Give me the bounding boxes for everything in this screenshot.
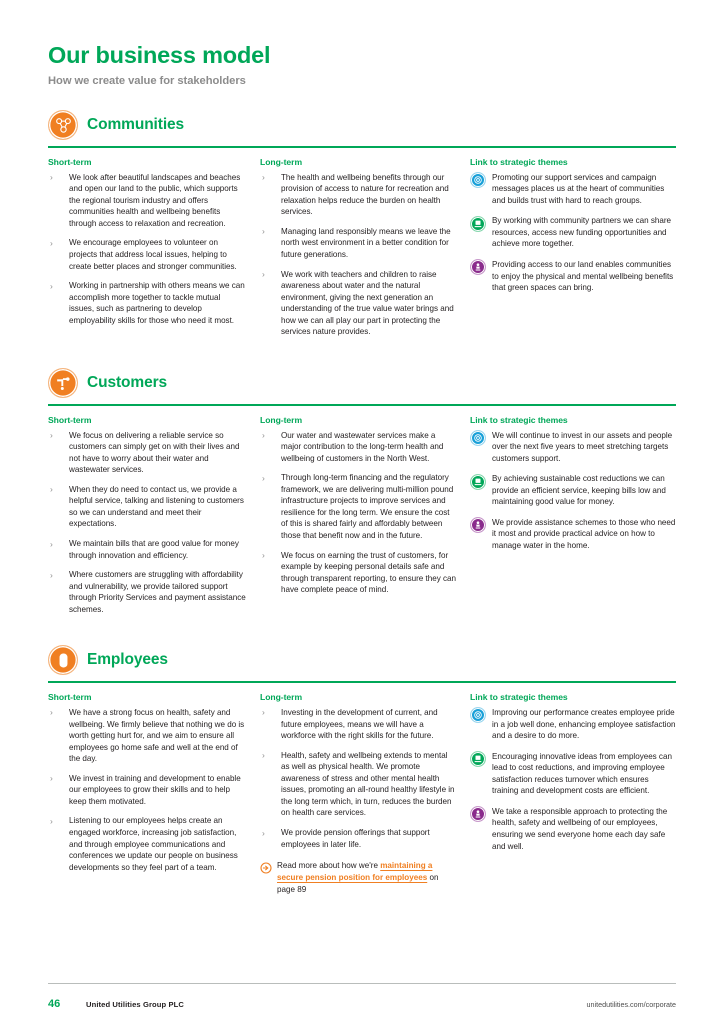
list-item: › Managing land responsibly means we leave the north west environment in a better condition for future generations. xyxy=(260,226,456,261)
theme-text: We take a responsible approach to protecting the health, safety and wellbeing of our employees, ensuring we send everyone home each day safe and well. xyxy=(492,806,668,851)
person-award-icon xyxy=(470,517,486,533)
section-columns xyxy=(48,157,676,338)
column-heading-long-term: Long-term xyxy=(260,691,303,702)
page-title: Our business model xyxy=(48,42,271,68)
theme-text: By achieving sustainable cost reductions we can provide an efficient service, keeping bills low and maintaining good value for money. xyxy=(492,474,666,507)
list-item xyxy=(470,473,676,508)
list-item xyxy=(470,806,676,852)
footer xyxy=(48,998,676,1010)
list-item: › Health, safety and wellbeing extends to mental as well as physical health. We promote awareness of stress and other mental health issues, promoting an all-round healthy lifestyle in the long term which, in turn, reduces the burden on health care services. xyxy=(260,750,456,819)
list-item: › Working in partnership with others means we can accomplish more together to tackle mutual issues, such as partnering to develop employability skills for those who need it most. xyxy=(48,280,246,326)
employee-badge-icon xyxy=(48,645,78,675)
list-item: › We have a strong focus on health, safety and wellbeing. We firmly believe that nothing we do is worth getting hurt for, and we aim to ensure all employees go home safe and well at the end of the day. xyxy=(48,707,246,765)
column-short-term xyxy=(48,157,260,338)
column-strategic-themes xyxy=(470,692,676,895)
dial-gauge-icon xyxy=(470,707,486,723)
column-strategic-themes xyxy=(470,157,676,338)
short-term-list xyxy=(48,172,246,327)
section-columns xyxy=(48,415,676,616)
short-term-list xyxy=(48,707,246,873)
tap-water-icon xyxy=(48,368,78,398)
cross-reference[interactable] xyxy=(260,860,456,895)
person-award-icon xyxy=(470,259,486,275)
section-customers xyxy=(48,367,676,615)
list-item: › We focus on earning the trust of customers, for example by keeping personal details safe and through transparent reporting, to ensure they can have complete peace of mind. xyxy=(260,550,456,596)
footer-divider xyxy=(48,983,676,984)
strategic-themes-list xyxy=(470,707,676,852)
section-title: Customers xyxy=(87,373,168,391)
column-short-term xyxy=(48,692,260,895)
section-title: Communities xyxy=(87,116,185,134)
column-strategic-themes xyxy=(470,415,676,616)
column-heading-strategic-themes: Link to strategic themes xyxy=(470,414,568,425)
long-term-list xyxy=(260,430,456,596)
column-heading-short-term: Short-term xyxy=(48,691,92,702)
person-award-icon xyxy=(470,806,486,822)
short-term-list xyxy=(48,430,246,616)
section-columns xyxy=(48,692,676,895)
list-item: › Listening to our employees helps create an engaged workforce, increasing job satisfaction, and through employee communications and conferences we update our people on business developments so they feel part of a team. xyxy=(48,815,246,873)
list-item: › We work with teachers and children to raise awareness about water and the natural environment, giving the next generation an understanding of the true value water brings and how we can all play our part in protecting the services nature provides. xyxy=(260,269,456,338)
footer-url[interactable]: unitedutilities.com/corporate xyxy=(586,1000,676,1009)
list-item: › We look after beautiful landscapes and beaches and open our land to the public, which supports the regional tourism industry and offers communities health and wellbeing benefits through access to relaxation and recreation. xyxy=(48,172,246,230)
column-heading-strategic-themes: Link to strategic themes xyxy=(470,156,568,167)
list-item: › We invest in training and development to enable our employees to grow their skills and to help keep them motivated. xyxy=(48,773,246,808)
list-item: › The health and wellbeing benefits through our provision of access to nature for recreation and relaxation helps reduce the burden on health services. xyxy=(260,172,456,218)
section-divider xyxy=(48,404,676,406)
cross-reference-link[interactable]: maintaining a secure pension position for employees xyxy=(277,861,433,882)
section-title: Employees xyxy=(87,651,168,669)
section-communities xyxy=(48,109,676,338)
column-long-term xyxy=(260,157,470,338)
list-item xyxy=(470,215,676,250)
hand-holding-icon xyxy=(470,474,486,490)
list-item xyxy=(470,430,676,465)
list-item xyxy=(470,172,676,207)
section-header xyxy=(48,367,676,399)
column-long-term xyxy=(260,692,470,895)
footer-company-name: United Utilities Group PLC xyxy=(86,1000,184,1009)
section-divider xyxy=(48,146,676,148)
theme-text: Encouraging innovative ideas from employees can lead to cost reductions, and improving employee satisfaction reduces turnover which ensures training and development costs are efficient. xyxy=(492,751,672,796)
column-long-term xyxy=(260,415,470,616)
cross-reference-text xyxy=(277,860,456,895)
section-header xyxy=(48,109,676,141)
column-heading-long-term: Long-term xyxy=(260,414,303,425)
theme-text: Providing access to our land enables communities to enjoy the physical and mental wellbeing benefits that green spaces can bring. xyxy=(492,259,674,293)
hand-holding-icon xyxy=(470,751,486,767)
arrow-circle-right-icon xyxy=(260,861,272,895)
list-item: › We encourage employees to volunteer on projects that address local issues, helping to create better places and stronger communities. xyxy=(48,237,246,272)
list-item: › Our water and wastewater services make a major contribution to the long-term health and wellbeing of customers in the North West. xyxy=(260,430,456,465)
page-number: 46 xyxy=(48,998,61,1010)
section-divider xyxy=(48,681,676,683)
section-header xyxy=(48,644,676,676)
list-item: › When they do need to contact us, we provide a helpful service, talking and listening to customers so we can understand and meet their expectations. xyxy=(48,484,246,530)
strategic-themes-list xyxy=(470,172,676,294)
long-term-list xyxy=(260,707,456,850)
section-employees xyxy=(48,644,676,895)
list-item: › Investing in the development of current, and future employees, means we will have a workforce with the right skills for the future. xyxy=(260,707,456,742)
column-short-term xyxy=(48,415,260,616)
column-heading-long-term: Long-term xyxy=(260,156,303,167)
hand-holding-icon xyxy=(470,216,486,232)
dial-gauge-icon xyxy=(470,172,486,188)
theme-text: We provide assistance schemes to those who need it most and provide practical advice on how to manage water in the home. xyxy=(492,517,676,551)
list-item xyxy=(470,259,676,294)
theme-text: Improving our performance creates employee pride in a job well done, enhancing employee satisfaction and a desire to do more. xyxy=(492,707,676,741)
list-item xyxy=(470,517,676,552)
list-item: › Where customers are struggling with affordability and vulnerability, we provide tailored support through Priority Services and payment assistance schemes. xyxy=(48,569,246,615)
column-heading-short-term: Short-term xyxy=(48,414,92,425)
list-item xyxy=(470,707,676,742)
column-heading-strategic-themes: Link to strategic themes xyxy=(470,691,568,702)
communities-network-icon xyxy=(48,110,78,140)
strategic-themes-list xyxy=(470,430,676,552)
list-item: › We maintain bills that are good value for money through innovation and efficiency. xyxy=(48,538,246,561)
list-item: › We focus on delivering a reliable service so customers can simply get on with their lives and not have to worry about their water and wastewater services. xyxy=(48,430,246,476)
page-subtitle: How we create value for stakeholders xyxy=(48,75,246,88)
theme-text: By working with community partners we can share resources, access new funding opportunities and achieve more together. xyxy=(492,216,671,249)
list-item: › We provide pension offerings that support employees in later life. xyxy=(260,827,456,850)
cross-reference-trail: on page 89 xyxy=(277,872,439,894)
list-item xyxy=(470,751,676,797)
theme-text: We will continue to invest in our assets and people over the next five years to meet stretching targets customers support. xyxy=(492,430,673,463)
dial-gauge-icon xyxy=(470,430,486,446)
theme-text: Promoting our support services and campaign messages places us at the heart of communities and builds trust with hard to reach groups. xyxy=(492,172,665,205)
cross-reference-lead: Read more about how we're xyxy=(277,861,381,871)
column-heading-short-term: Short-term xyxy=(48,156,92,167)
long-term-list xyxy=(260,172,456,338)
list-item: › Through long-term financing and the regulatory framework, we are delivering multi-million pound infrastructure projects to improve services and resilience for the long term. We ensure the cost of this is shared fairly and affordably between those that benefit now and in the future. xyxy=(260,472,456,541)
